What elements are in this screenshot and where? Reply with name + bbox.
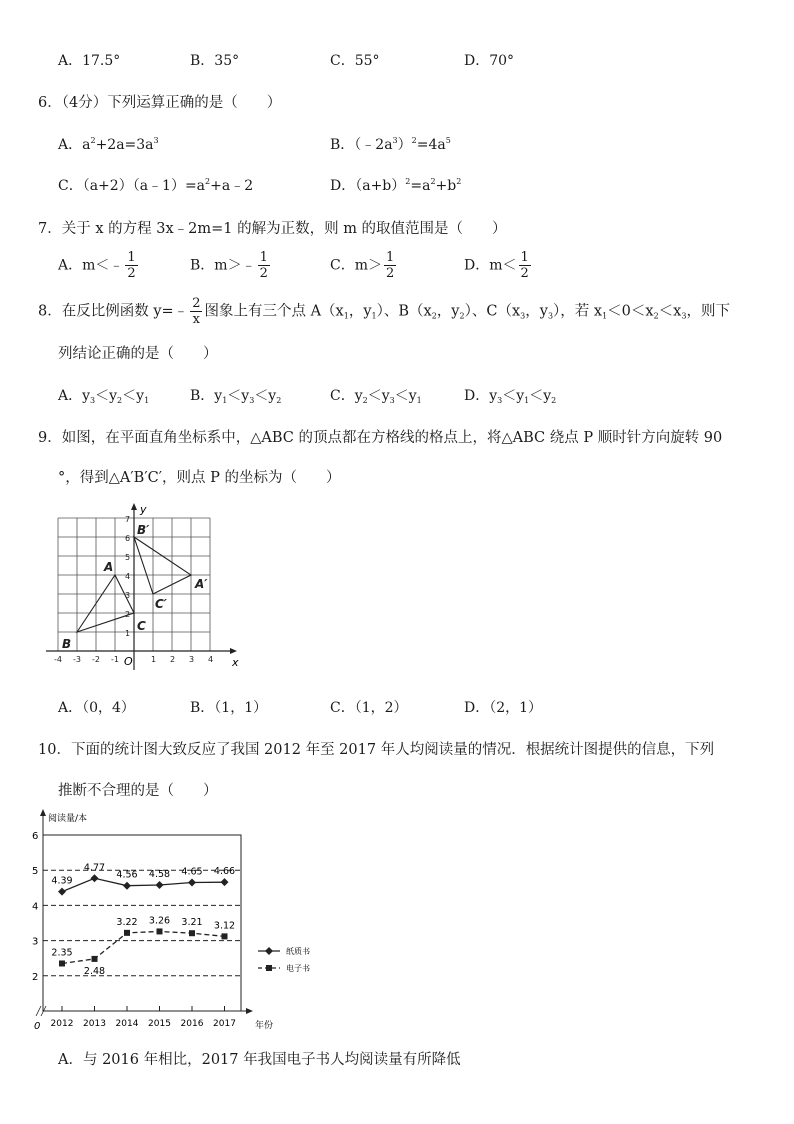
legend-paper-marker: [265, 947, 273, 955]
ebook-data-label: 3.21: [181, 917, 203, 929]
paper-point: [91, 874, 99, 882]
subscript: 1: [371, 311, 377, 321]
paper-point: [58, 888, 66, 896]
numerator: 1: [127, 250, 136, 265]
text-seg: ＜y: [367, 388, 390, 404]
series-line-ebook: [62, 931, 225, 963]
ebook-data-label: 3.26: [148, 915, 171, 927]
q6-option-a[interactable]: [58, 134, 159, 154]
q10-option-a[interactable]: A．与 2016 年相比，2017 年我国电子书人均阅读量有所降低: [58, 1052, 461, 1068]
text-seg: C．（a+2）（a﹣1）=a: [58, 178, 206, 194]
text-seg: ＜y: [95, 388, 118, 404]
q9-stem-line1: 9．如图，在平面直角坐标系中，△ABC 的顶点都在方格线的格点上，将△ABC 绕点 P 顺时针方向旋转 90: [38, 430, 723, 446]
y-tick: 6: [125, 534, 131, 543]
numerator: 1: [520, 250, 529, 265]
text-seg: ＜y: [227, 388, 250, 404]
x-tick: -4: [54, 655, 62, 664]
exponent: 2: [90, 136, 96, 145]
x-tick: 4: [208, 655, 214, 664]
q6-stem: 6．（4分）下列运算正确的是（ ）: [38, 95, 282, 111]
text-seg: +a﹣2: [210, 178, 254, 194]
exponent: 5: [445, 136, 451, 145]
subscript: 3: [497, 396, 503, 405]
q9-option-a[interactable]: A．（0，4）: [58, 700, 135, 716]
paper-data-label: 4.58: [148, 868, 171, 880]
text-seg: ）: [397, 137, 412, 153]
text-seg: ，y: [525, 303, 548, 320]
y-tick: 1: [125, 629, 131, 638]
exponent: 2: [456, 177, 462, 186]
paper-point: [221, 878, 229, 886]
y-tick-label: 3: [32, 936, 39, 948]
chart-legend: [258, 946, 310, 973]
subscript: 3: [90, 396, 96, 405]
vertex-c-label: C: [137, 619, 146, 633]
x-tick-label: 2013: [83, 1019, 106, 1029]
subscript: 1: [222, 396, 228, 405]
vertex-a-prime-label: A′: [195, 577, 208, 591]
text-seg: ＜y: [529, 388, 552, 404]
q6-option-d[interactable]: [330, 175, 461, 195]
ebook-data-label: 3.22: [116, 916, 138, 928]
y-tick: 4: [125, 572, 131, 581]
text-seg: D．（a+b）: [330, 178, 406, 194]
paper-point: [156, 881, 164, 889]
origin-label: O: [124, 655, 133, 668]
subscript: 2: [459, 311, 465, 321]
y-tick-label: 4: [32, 901, 39, 913]
numerator: 1: [386, 250, 395, 265]
text-seg: ），若 x: [553, 303, 603, 320]
text-seg: +2a=3a: [95, 137, 154, 153]
ebook-data-label: 2.48: [83, 965, 106, 977]
text-seg: C．m＞: [330, 257, 382, 274]
q9-option-b[interactable]: B．（1，1）: [190, 700, 268, 716]
text-seg: ，y: [436, 303, 460, 320]
legend-ebook-label: 电子书: [286, 964, 310, 973]
q7-option-d[interactable]: [464, 250, 533, 281]
y-tick: 5: [125, 553, 131, 562]
paper-point: [123, 882, 131, 890]
denominator: 2: [127, 266, 136, 281]
subscript: 3: [520, 311, 526, 321]
paper-data-label: 4.66: [213, 866, 236, 878]
legend-ebook-marker: [266, 965, 272, 971]
text-seg: ）、B（x: [376, 303, 432, 320]
x-tick-label: 2012: [50, 1019, 74, 1029]
chart-y-label: 阅读量/本: [48, 814, 88, 824]
q7-stem: 7．关于 x 的方程 3x﹣2m=1 的解为正数，则 m 的取值范围是（ ）: [38, 221, 507, 237]
text-seg: A．m＜﹣: [58, 257, 124, 274]
text-seg: =4a: [416, 137, 446, 153]
fraction: [519, 250, 531, 281]
exponent: 2: [430, 177, 436, 186]
text-seg: ＜x: [658, 303, 682, 320]
exponent: 3: [153, 136, 159, 145]
text-seg: ，y: [348, 303, 372, 320]
subscript: 3: [249, 396, 255, 405]
y-tick-label: 2: [32, 971, 39, 983]
text-seg: ＜y: [502, 388, 525, 404]
subscript: 1: [343, 311, 349, 321]
denominator: 2: [520, 266, 529, 281]
text-seg: D．y: [464, 388, 498, 404]
subscript: 2: [653, 311, 659, 321]
q7-option-b[interactable]: [190, 250, 272, 281]
subscript: 2: [431, 311, 437, 321]
q5-option-a[interactable]: A．17.5°: [58, 53, 121, 69]
x-axis-arrow: [230, 648, 237, 654]
vertex-a-label: A: [104, 560, 114, 574]
coordinate-grid-figure: [38, 502, 248, 672]
q5-option-b[interactable]: B．35°: [190, 53, 240, 69]
ebook-data-label: 3.12: [213, 920, 236, 932]
fraction: [258, 250, 270, 281]
x-tick-label: 2015: [148, 1019, 171, 1029]
x-tick: -2: [92, 655, 100, 664]
text-seg: D．m＜: [464, 257, 517, 274]
x-axis-label: x: [232, 656, 239, 669]
y-tick: 3: [125, 591, 131, 600]
exponent: 2: [205, 177, 211, 186]
series-line-paper: [62, 878, 225, 891]
subscript: 2: [362, 396, 368, 405]
numerator: 1: [259, 250, 268, 265]
ebook-point: [189, 930, 195, 936]
y-tick-label: 6: [32, 831, 39, 842]
text-seg: A．y: [58, 388, 91, 404]
legend-paper-label: 纸质书: [286, 947, 310, 956]
text-seg: ，则下: [686, 303, 730, 320]
y-axis-label: y: [140, 503, 147, 516]
exponent: 2: [411, 136, 417, 145]
fraction: [384, 250, 396, 281]
text-seg: ＜y: [394, 388, 417, 404]
paper-data-label: 4.77: [83, 862, 106, 874]
fraction: [125, 250, 137, 281]
vertex-b-prime-label: B′: [137, 523, 150, 537]
ebook-data-label: 2.35: [51, 947, 73, 959]
text-seg: B．m＞﹣: [190, 257, 256, 274]
text-seg: B．y: [190, 388, 223, 404]
y-tick: 7: [125, 515, 131, 524]
denominator: 2: [259, 266, 268, 281]
text-seg: =a: [410, 178, 431, 194]
y-tick-label: 5: [32, 866, 39, 878]
q10-stem-line2: 推断不合理的是（ ）: [58, 783, 218, 799]
subscript: 2: [551, 396, 557, 405]
subscript: 1: [602, 311, 608, 321]
ebook-point: [222, 933, 228, 939]
x-tick: 3: [189, 655, 195, 664]
x-tick-label: 2016: [180, 1019, 204, 1029]
text-seg: +b: [435, 178, 457, 194]
paper-data-label: 4.39: [51, 875, 73, 887]
paper-data-label: 4.65: [181, 866, 203, 878]
q5-option-c[interactable]: C．55°: [330, 53, 380, 69]
ebook-point: [124, 930, 130, 936]
q9-option-c[interactable]: C．（1，2）: [330, 700, 408, 716]
q8-option-c[interactable]: [330, 385, 422, 405]
subscript: 1: [416, 396, 422, 405]
q6-option-b[interactable]: [330, 134, 451, 154]
ebook-point: [59, 960, 65, 966]
chart-x-label: 年份: [255, 1021, 274, 1031]
chart-y-arrow: [40, 809, 46, 816]
chart-frame: [43, 835, 241, 1011]
x-tick: -1: [111, 655, 119, 664]
q8-stem-line2: 列结论正确的是（ ）: [58, 346, 218, 362]
subscript: 2: [117, 396, 123, 405]
q7-option-a[interactable]: [58, 250, 140, 281]
subscript: 3: [681, 311, 687, 321]
subscript: 3: [389, 396, 395, 405]
subscript: 2: [276, 396, 282, 405]
q8-option-b[interactable]: [190, 385, 281, 405]
q5-option-d[interactable]: D．70°: [464, 53, 515, 69]
ebook-point: [92, 956, 98, 962]
paper-point: [188, 879, 196, 887]
vertex-b-label: B: [62, 637, 72, 651]
text-seg: ）、C（x: [464, 303, 521, 320]
text-seg: 图象上有三个点 A（x: [204, 303, 344, 320]
triangle-abc-rotated: [134, 537, 191, 594]
x-tick: -3: [73, 655, 81, 664]
denominator: 2: [386, 266, 395, 281]
fraction: [190, 296, 202, 327]
subscript: 1: [524, 396, 530, 405]
q10-stem-line1: 10．下面的统计图大致反应了我国 2012 年至 2017 年人均阅读量的情况．根据统计图提供的信息，下列: [38, 742, 715, 758]
chart-origin-label: 0: [34, 1021, 41, 1032]
text-seg: ＜y: [254, 388, 277, 404]
text-seg: C．y: [330, 388, 363, 404]
text-seg: ＜y: [122, 388, 145, 404]
text-seg: A．a: [58, 137, 91, 153]
q8-stem-line1: [38, 296, 730, 327]
triangle-abc: [77, 575, 134, 632]
q8-option-a[interactable]: [58, 385, 149, 405]
chart-x-arrow: [246, 1008, 253, 1014]
q6-option-c[interactable]: [58, 175, 253, 195]
x-tick: 2: [170, 655, 176, 664]
paper-data-label: 4.56: [116, 869, 138, 881]
y-tick-labels: [125, 515, 130, 638]
exponent: 3: [392, 136, 398, 145]
vertex-c-prime-label: C′: [155, 597, 167, 611]
denominator: x: [192, 312, 200, 327]
q7-option-c[interactable]: [330, 250, 398, 281]
x-tick-label: 2014: [115, 1019, 139, 1029]
y-tick: 2: [125, 610, 131, 619]
reading-chart: [28, 808, 310, 1033]
text-seg: ＜0＜x: [607, 303, 654, 320]
numerator: 2: [192, 296, 201, 311]
text-seg: 8．在反比例函数 y=﹣: [38, 303, 189, 320]
q9-stem-line2: °，得到△A′B′C′，则点 P 的坐标为（ ）: [58, 470, 341, 486]
q8-option-d[interactable]: [464, 385, 556, 405]
y-axis-arrow: [131, 503, 137, 510]
q9-option-d[interactable]: D．（2，1）: [464, 700, 543, 716]
ebook-point: [157, 928, 163, 934]
exponent: 2: [405, 177, 411, 186]
subscript: 1: [144, 396, 150, 405]
x-tick-label: 2017: [213, 1019, 236, 1029]
text-seg: B．（﹣2a: [330, 137, 393, 153]
subscript: 3: [547, 311, 554, 321]
x-tick: 1: [151, 655, 157, 664]
